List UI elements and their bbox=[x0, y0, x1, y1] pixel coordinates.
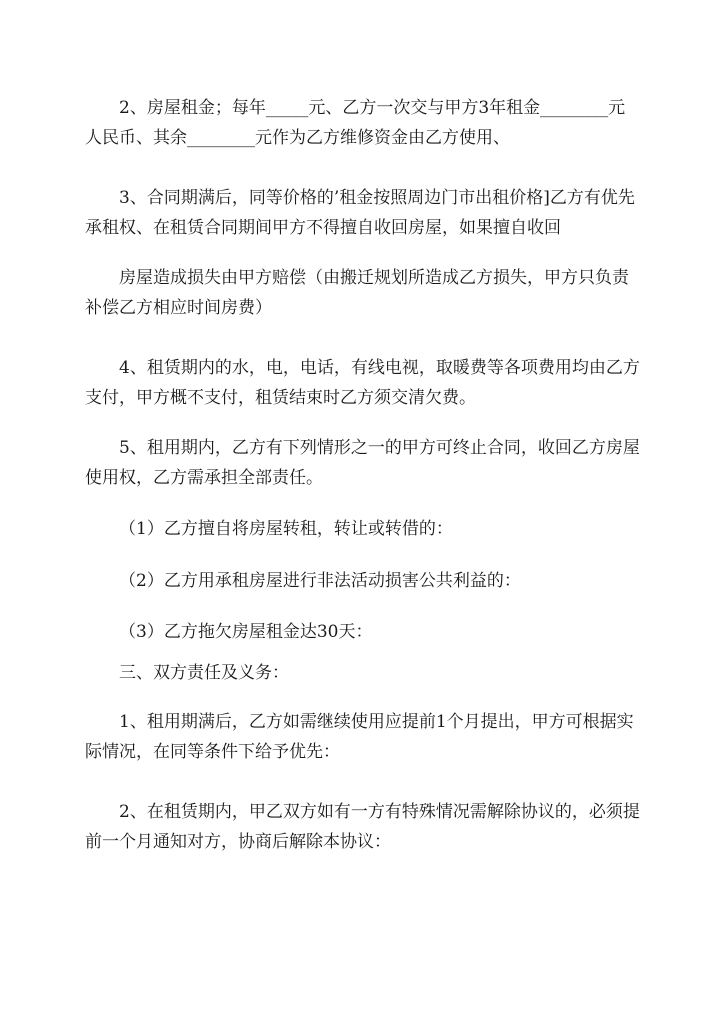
paragraph-rent: 2、房屋租金；每年_____元、乙方一次交与甲方3年租金________元人民币、其余________元作为乙方维修资金由乙方使用、 bbox=[85, 98, 626, 148]
paragraph-utilities: 4、租赁期内的水，电，电话，有线电视，取暖费等各项费用均由乙方支付，甲方概不支付，租赁结束时乙方须交清欠费。 bbox=[85, 358, 640, 408]
paragraph-termination: 5、租用期内，乙方有下列情形之一的甲方可终止合同，收回乙方房屋使用权，乙方需承担全部责任。 bbox=[85, 438, 640, 488]
paragraph-compensation: 房屋造成损失由甲方赔偿（由搬迁规划所造成乙方损失，甲方只负责补偿乙方相应时间房费） bbox=[85, 268, 629, 318]
paragraph-renewal-notice: 1、租用期满后，乙方如需继续使用应提前1个月提出，甲方可根据实际情况，在同等条件下给予优先： bbox=[85, 712, 634, 762]
paragraph-renewal-priority: 3、合同期满后，同等价格的’租金按照周边门市出租价格]乙方有优先承租权、在租赁合同期间甲方不得擅自收回房屋，如果擅自收回 bbox=[85, 188, 635, 238]
list-item-rent-arrears: （3）乙方拖欠房屋租金达30天： bbox=[119, 622, 373, 642]
section-heading-responsibilities: 三、双方责任及义务： bbox=[119, 663, 289, 683]
list-item-sublet: （1）乙方擅自将房屋转租，转让或转借的： bbox=[119, 519, 453, 539]
list-item-illegal-activity: （2）乙方用承租房屋进行非法活动损害公共利益的： bbox=[119, 571, 521, 591]
paragraph-early-termination: 2、在租赁期内，甲乙双方如有一方有特殊情况需解除协议的，必须提前一个月通知对方，协商后解除本协议： bbox=[85, 802, 640, 852]
